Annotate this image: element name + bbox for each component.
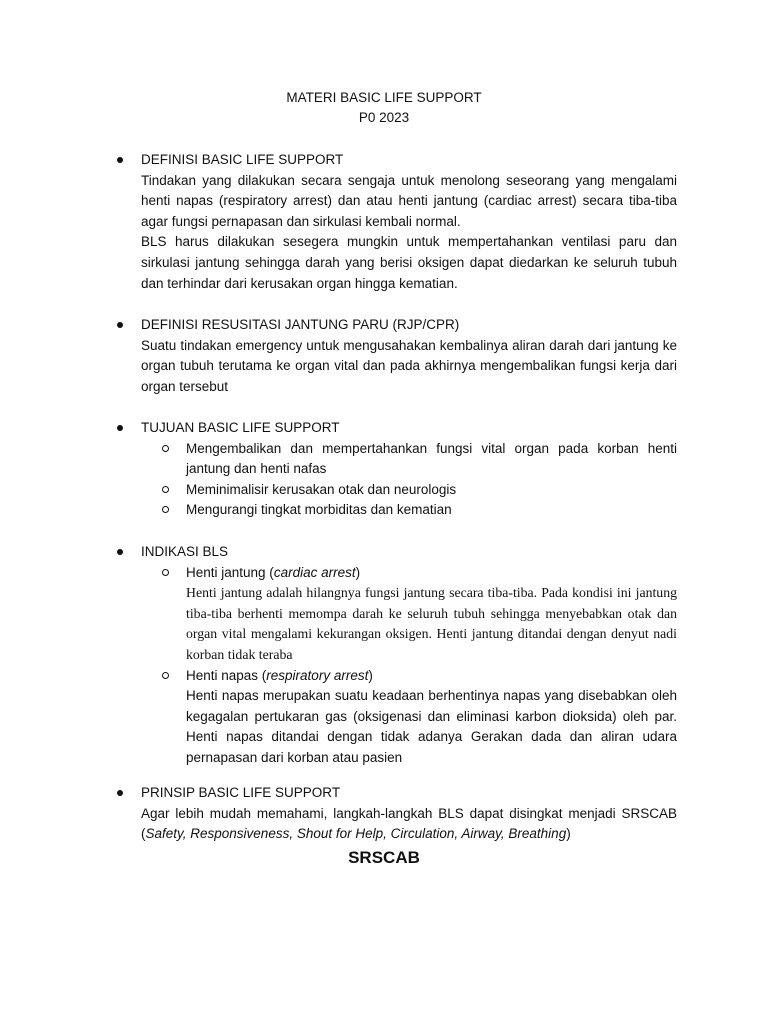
section-heading: DEFINISI RESUSITASI JANTUNG PARU (RJP/CPR)	[141, 317, 460, 332]
label-text: Henti napas (	[186, 667, 267, 683]
bullet-icon	[117, 425, 123, 431]
section-tujuan-bls	[117, 418, 677, 521]
paragraph-italic-text: Safety, Responsiveness, Shout for Help, Circulation, Airway, Breathing	[145, 826, 567, 842]
circle-bullet-icon	[162, 486, 169, 493]
list-item-text: Meminimalisir kerusakan otak dan neurologis	[186, 481, 457, 497]
circle-bullet-icon	[162, 569, 169, 576]
section-paragraph: Tindakan yang dilakukan secara sengaja untuk menolong seseorang yang mengalami henti napas (respiratory arrest) dan atau henti jantung (cardiac arrest) secara tiba-tiba agar fungsi pernapasan dan sirkulasi kembali normal.	[141, 172, 677, 229]
section-heading: DEFINISI BASIC LIFE SUPPORT	[141, 152, 344, 167]
label-end-text: )	[368, 667, 373, 683]
list-item-text: Mengembalikan dan mempertahankan fungsi vital organ pada korban henti jantung dan henti nafas	[186, 440, 677, 477]
section-heading: PRINSIP BASIC LIFE SUPPORT	[141, 785, 341, 800]
circle-bullet-icon	[162, 506, 169, 513]
list-item-text: Henti napas merupakan suatu keadaan berhentinya napas yang disebabkan oleh kegagalan pertukaran gas (oksigenasi dan eliminasi karbon dioksida) oleh par. Henti napas ditandai dengan tidak adanya Gerakan dada dan aliran udara pernapasan dari korban atau pasien	[186, 688, 677, 765]
section-heading-row	[117, 542, 677, 563]
list-item	[186, 666, 677, 769]
section-paragraph: BLS harus dilakukan sesegera mungkin untuk mempertahankan ventilasi paru dan sirkulasi jantung sehingga darah yang berisi oksigen dapat diedarkan ke seluruh tubuh dan terhindar dari kerusakan organ hingga kematian.	[141, 234, 677, 291]
section-heading-row	[117, 783, 677, 804]
label-end-text: )	[355, 564, 361, 580]
label-italic-text: cardiac arrest	[273, 564, 356, 580]
document-header	[0, 88, 768, 128]
section-heading: INDIKASI BLS	[141, 544, 229, 559]
list-item	[186, 480, 677, 501]
section-definisi-rjp	[117, 315, 677, 397]
bullet-icon	[117, 157, 123, 163]
section-heading-row	[117, 315, 677, 336]
label-italic-text: respiratory arrest	[266, 667, 369, 683]
section-heading-row	[117, 150, 677, 171]
paren-close: )	[566, 826, 571, 842]
list-item-text: Henti jantung adalah hilangnya fungsi jantung secara tiba-tiba. Pada kondisi ini jantung tiba-tiba berhenti memompa darah ke seluruh tubuh sehingga menyebabkan otak dan organ vital mengalami kekurangan oksigen. Henti jantung ditandai dengan denyut nadi korban tidak teraba	[186, 585, 677, 662]
section-indikasi-bls	[117, 542, 677, 769]
circle-bullet-icon	[162, 445, 169, 452]
bullet-icon	[117, 549, 123, 555]
list-item-label	[186, 563, 677, 584]
list-item	[186, 500, 677, 521]
document-title: MATERI BASIC LIFE SUPPORT	[286, 90, 482, 105]
bullet-icon	[117, 322, 123, 328]
paren-open: (	[141, 826, 146, 842]
bullet-icon	[117, 790, 123, 796]
document-subtitle: P0 2023	[358, 110, 410, 125]
paragraph-text: Agar lebih mudah memahami, langkah-langkah BLS dapat disingkat menjadi SRSCAB	[141, 805, 677, 821]
section-paragraph: Suatu tindakan emergency untuk mengusahakan kembalinya aliran darah dari jantung ke organ tubuh terutama ke organ vital dan pada akhirnya mengembalikan fungsi kerja dari organ tersebut	[141, 337, 677, 394]
list-item	[186, 439, 677, 480]
section-definisi-bls	[117, 150, 677, 294]
section-paragraph	[141, 804, 677, 845]
section-prinsip-bls	[117, 783, 677, 845]
list-item-label	[186, 666, 677, 687]
circle-bullet-icon	[162, 672, 169, 679]
section-heading: TUJUAN BASIC LIFE SUPPORT	[141, 420, 340, 435]
section-heading-row	[117, 418, 677, 439]
list-item	[186, 563, 677, 666]
srscab-title: SRSCAB	[348, 848, 420, 867]
label-text: Henti jantung (	[186, 564, 274, 580]
list-item-text: Mengurangi tingkat morbiditas dan kematian	[186, 502, 452, 518]
